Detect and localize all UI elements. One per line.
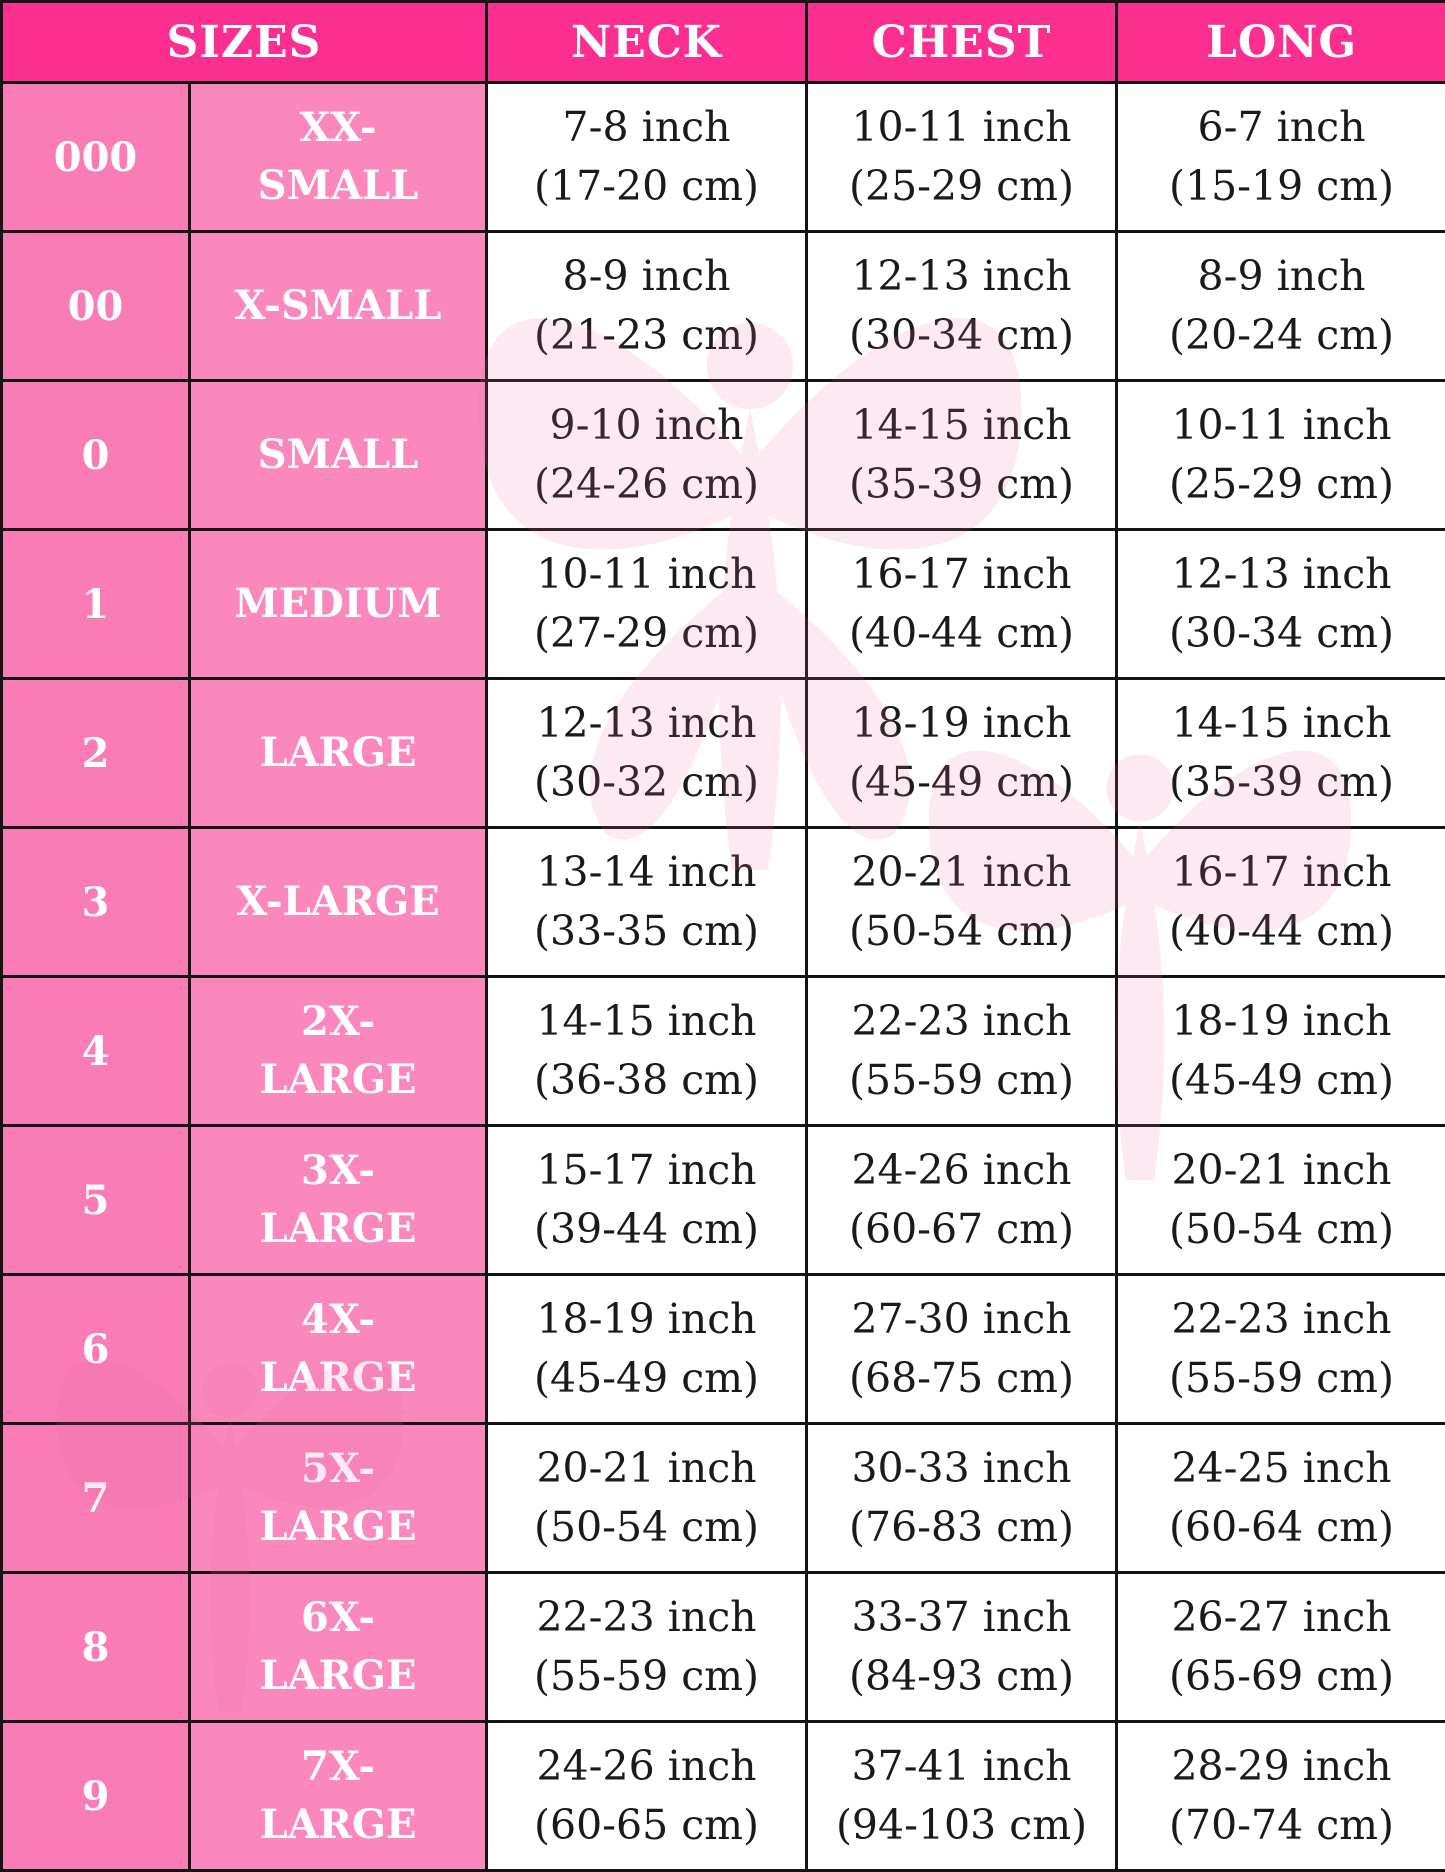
length-measurement-inches: 10-11 inch (1118, 396, 1445, 455)
length-measurement-inches: 12-13 inch (1118, 545, 1445, 604)
length-measurement-cm: (70-74 cm) (1118, 1796, 1445, 1855)
header-long: LONG (1117, 2, 1445, 83)
length-measurement (1117, 1275, 1445, 1424)
length-measurement-inches: 8-9 inch (1118, 247, 1445, 306)
neck-measurement-cm: (60-65 cm) (488, 1796, 805, 1855)
length-measurement (1117, 1722, 1445, 1871)
chest-measurement-cm: (76-83 cm) (808, 1498, 1115, 1557)
chest-measurement (807, 977, 1117, 1126)
size-name: X-SMALL (190, 232, 487, 381)
neck-measurement-inches: 7-8 inch (488, 98, 805, 157)
chest-measurement-cm: (25-29 cm) (808, 157, 1115, 216)
chest-measurement-cm: (30-34 cm) (808, 306, 1115, 365)
neck-measurement (487, 679, 807, 828)
chest-measurement-cm: (50-54 cm) (808, 902, 1115, 961)
chest-measurement-inches: 24-26 inch (808, 1141, 1115, 1200)
header-neck: NECK (487, 2, 807, 83)
chest-measurement (807, 679, 1117, 828)
chest-measurement-inches: 12-13 inch (808, 247, 1115, 306)
length-measurement (1117, 977, 1445, 1126)
chest-measurement-inches: 37-41 inch (808, 1737, 1115, 1796)
chest-measurement (807, 381, 1117, 530)
size-number: 7 (2, 1424, 190, 1573)
length-measurement-cm: (55-59 cm) (1118, 1349, 1445, 1408)
chest-measurement-inches: 30-33 inch (808, 1439, 1115, 1498)
chest-measurement-cm: (60-67 cm) (808, 1200, 1115, 1259)
chest-measurement (807, 232, 1117, 381)
neck-measurement-cm: (30-32 cm) (488, 753, 805, 812)
size-number: 8 (2, 1573, 190, 1722)
size-number: 4 (2, 977, 190, 1126)
neck-measurement (487, 530, 807, 679)
table-row (2, 977, 1445, 1126)
size-number: 2 (2, 679, 190, 828)
chest-measurement (807, 1424, 1117, 1573)
neck-measurement (487, 1275, 807, 1424)
size-number: 6 (2, 1275, 190, 1424)
neck-measurement-cm: (33-35 cm) (488, 902, 805, 961)
chest-measurement (807, 1275, 1117, 1424)
chest-measurement (807, 1722, 1117, 1871)
size-name: MEDIUM (190, 530, 487, 679)
chest-measurement-inches: 33-37 inch (808, 1588, 1115, 1647)
size-name: SMALL (190, 381, 487, 530)
length-measurement-inches: 20-21 inch (1118, 1141, 1445, 1200)
size-name: LARGE (190, 679, 487, 828)
chest-measurement (807, 83, 1117, 232)
table-row (2, 679, 1445, 828)
neck-measurement-inches: 18-19 inch (488, 1290, 805, 1349)
length-measurement-inches: 18-19 inch (1118, 992, 1445, 1051)
chest-measurement-cm: (68-75 cm) (808, 1349, 1115, 1408)
length-measurement-cm: (65-69 cm) (1118, 1647, 1445, 1706)
neck-measurement-inches: 24-26 inch (488, 1737, 805, 1796)
neck-measurement-cm: (39-44 cm) (488, 1200, 805, 1259)
length-measurement-cm: (60-64 cm) (1118, 1498, 1445, 1557)
chest-measurement-cm: (40-44 cm) (808, 604, 1115, 663)
length-measurement-cm: (50-54 cm) (1118, 1200, 1445, 1259)
length-measurement-inches: 16-17 inch (1118, 843, 1445, 902)
neck-measurement-cm: (24-26 cm) (488, 455, 805, 514)
size-number: 000 (2, 83, 190, 232)
length-measurement-cm: (45-49 cm) (1118, 1051, 1445, 1110)
length-measurement-inches: 6-7 inch (1118, 98, 1445, 157)
length-measurement-cm: (25-29 cm) (1118, 455, 1445, 514)
length-measurement-inches: 28-29 inch (1118, 1737, 1445, 1796)
length-measurement (1117, 1573, 1445, 1722)
length-measurement-cm: (40-44 cm) (1118, 902, 1445, 961)
neck-measurement-inches: 13-14 inch (488, 843, 805, 902)
length-measurement-inches: 22-23 inch (1118, 1290, 1445, 1349)
length-measurement-cm: (15-19 cm) (1118, 157, 1445, 216)
chest-measurement-inches: 27-30 inch (808, 1290, 1115, 1349)
size-name: 6X- LARGE (190, 1573, 487, 1722)
size-number: 1 (2, 530, 190, 679)
table-row (2, 828, 1445, 977)
size-number: 0 (2, 381, 190, 530)
length-measurement (1117, 232, 1445, 381)
length-measurement (1117, 381, 1445, 530)
length-measurement (1117, 83, 1445, 232)
size-number: 9 (2, 1722, 190, 1871)
header-sizes: SIZES (2, 2, 487, 83)
neck-measurement-cm: (36-38 cm) (488, 1051, 805, 1110)
neck-measurement (487, 1573, 807, 1722)
neck-measurement-inches: 9-10 inch (488, 396, 805, 455)
chest-measurement-inches: 22-23 inch (808, 992, 1115, 1051)
neck-measurement-inches: 14-15 inch (488, 992, 805, 1051)
table-row (2, 232, 1445, 381)
neck-measurement (487, 232, 807, 381)
header-row (2, 2, 1445, 83)
length-measurement-inches: 26-27 inch (1118, 1588, 1445, 1647)
table-row (2, 381, 1445, 530)
chest-measurement (807, 828, 1117, 977)
neck-measurement-cm: (17-20 cm) (488, 157, 805, 216)
size-number: 3 (2, 828, 190, 977)
chest-measurement-cm: (94-103 cm) (808, 1796, 1115, 1855)
size-name: XX- SMALL (190, 83, 487, 232)
size-name: 2X- LARGE (190, 977, 487, 1126)
table-row (2, 1126, 1445, 1275)
size-number: 00 (2, 232, 190, 381)
length-measurement-inches: 24-25 inch (1118, 1439, 1445, 1498)
length-measurement-inches: 14-15 inch (1118, 694, 1445, 753)
length-measurement (1117, 679, 1445, 828)
size-name: 3X- LARGE (190, 1126, 487, 1275)
table-row (2, 1573, 1445, 1722)
table-row (2, 1275, 1445, 1424)
chest-measurement-cm: (45-49 cm) (808, 753, 1115, 812)
table-row (2, 530, 1445, 679)
neck-measurement-cm: (27-29 cm) (488, 604, 805, 663)
chest-measurement-inches: 14-15 inch (808, 396, 1115, 455)
neck-measurement-inches: 12-13 inch (488, 694, 805, 753)
chest-measurement-cm: (35-39 cm) (808, 455, 1115, 514)
length-measurement-cm: (30-34 cm) (1118, 604, 1445, 663)
length-measurement-cm: (35-39 cm) (1118, 753, 1445, 812)
neck-measurement-inches: 10-11 inch (488, 545, 805, 604)
chest-measurement-inches: 16-17 inch (808, 545, 1115, 604)
neck-measurement (487, 1126, 807, 1275)
length-measurement (1117, 530, 1445, 679)
length-measurement (1117, 828, 1445, 977)
table-row (2, 1722, 1445, 1871)
neck-measurement-inches: 8-9 inch (488, 247, 805, 306)
neck-measurement-inches: 22-23 inch (488, 1588, 805, 1647)
neck-measurement-inches: 20-21 inch (488, 1439, 805, 1498)
chest-measurement-inches: 20-21 inch (808, 843, 1115, 902)
chest-measurement (807, 1573, 1117, 1722)
chest-measurement (807, 1126, 1117, 1275)
chest-measurement-inches: 10-11 inch (808, 98, 1115, 157)
size-name: 7X- LARGE (190, 1722, 487, 1871)
chest-measurement-inches: 18-19 inch (808, 694, 1115, 753)
size-rows (2, 83, 1445, 1871)
neck-measurement-inches: 15-17 inch (488, 1141, 805, 1200)
chest-measurement-cm: (55-59 cm) (808, 1051, 1115, 1110)
neck-measurement (487, 828, 807, 977)
length-measurement-cm: (20-24 cm) (1118, 306, 1445, 365)
neck-measurement (487, 1424, 807, 1573)
neck-measurement-cm: (50-54 cm) (488, 1498, 805, 1557)
header-chest: CHEST (807, 2, 1117, 83)
neck-measurement-cm: (45-49 cm) (488, 1349, 805, 1408)
neck-measurement (487, 83, 807, 232)
chest-measurement-cm: (84-93 cm) (808, 1647, 1115, 1706)
chest-measurement (807, 530, 1117, 679)
neck-measurement (487, 1722, 807, 1871)
neck-measurement-cm: (21-23 cm) (488, 306, 805, 365)
neck-measurement-cm: (55-59 cm) (488, 1647, 805, 1706)
size-name: X-LARGE (190, 828, 487, 977)
length-measurement (1117, 1424, 1445, 1573)
size-name: 5X- LARGE (190, 1424, 487, 1573)
size-name: 4X- LARGE (190, 1275, 487, 1424)
length-measurement (1117, 1126, 1445, 1275)
neck-measurement (487, 381, 807, 530)
size-number: 5 (2, 1126, 190, 1275)
table-row (2, 83, 1445, 232)
table-row (2, 1424, 1445, 1573)
neck-measurement (487, 977, 807, 1126)
